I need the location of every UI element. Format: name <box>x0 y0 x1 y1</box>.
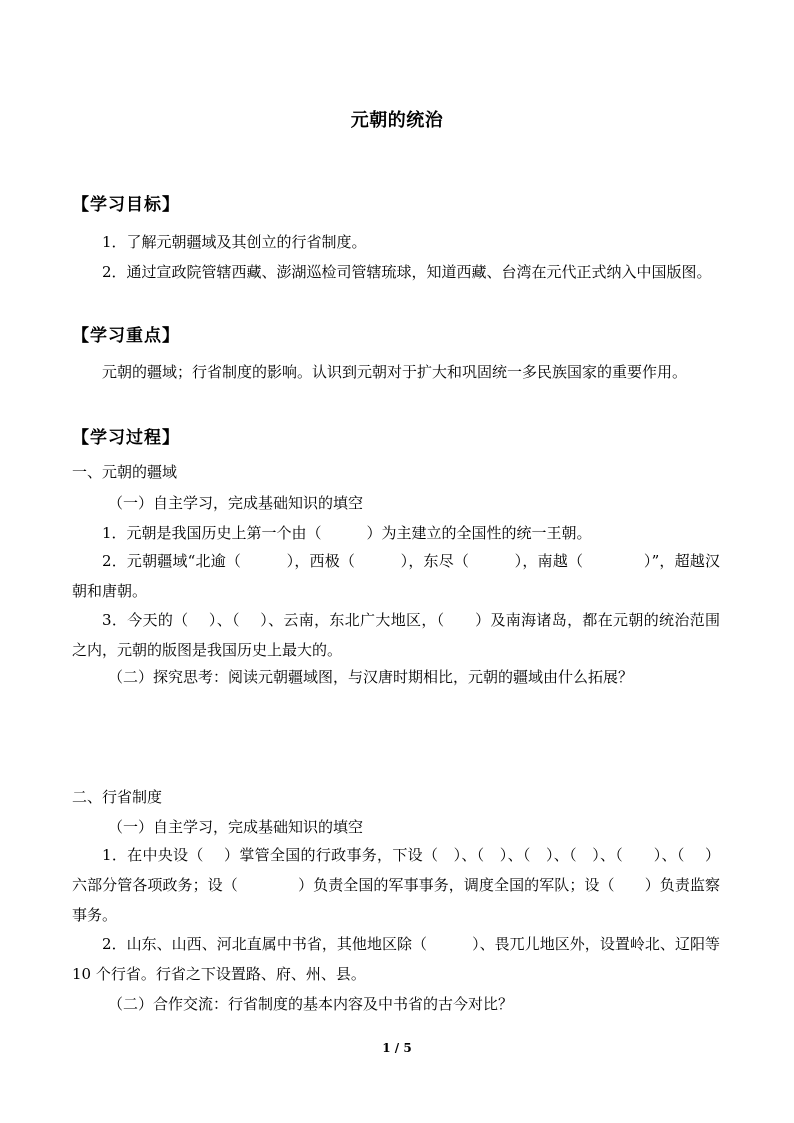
section-heading-process: 【学习过程】 <box>72 428 180 448</box>
objective-item-1: 1．了解元朝疆域及其创立的行省制度。 <box>102 233 367 251</box>
page-number: 1 / 5 <box>382 1041 412 1055</box>
section-heading-objectives: 【学习目标】 <box>72 195 180 215</box>
document-title: 元朝的统治 <box>350 110 444 131</box>
part2-question-2: 2．山东、山西、河北直属中书省，其他地区除（ ）、畏兀儿地区外，设置岭北、辽阳等 10 个行省。行省之下设置路、府、州、县。 <box>72 935 720 983</box>
part1-question-2: 2．元朝疆域“北逾（ ），西极（ ），东尽（ ），南越（ ）”，超越汉朝和唐朝。 <box>72 552 720 600</box>
part1-sub1: （一）自主学习，完成基础知识的填空 <box>108 494 364 512</box>
part1-heading: 一、元朝的疆域 <box>72 463 178 481</box>
part1-question-3: 3．今天的（ ）、（ ）、云南，东北广大地区，（ ）及南海诸岛，都在元朝的统治范围之内，元朝的版图是我国历史上最大的。 <box>72 611 720 659</box>
key-points-text: 元朝的疆域；行省制度的影响。认识到元朝对于扩大和巩固统一多民族国家的重要作用。 <box>102 363 688 381</box>
part2-question-1: 1．在中央设（ ）掌管全国的行政事务，下设（ ）、（ ）、（ ）、（ ）、（ ）、（ ）六部分管各项政务；设（ ）负责全国的军事事务，调度全国的军队；设（ ）负责监察事务。 <box>72 846 720 924</box>
objective-item-2: 2．通过宣政院管辖西藏、澎湖巡检司管辖琉球，知道西藏、台湾在元代正式纳入中国版图。 <box>102 263 712 281</box>
part1-sub2: （二）探究思考：阅读元朝疆域图，与汉唐时期相比，元朝的疆域由什么拓展？ <box>108 668 634 686</box>
part2-sub2: （二）合作交流：行省制度的基本内容及中书省的古今对比？ <box>108 995 514 1013</box>
part1-question-1: 1．元朝是我国历史上第一个由（ ）为主建立的全国性的统一王朝。 <box>102 524 592 542</box>
section-heading-key-points: 【学习重点】 <box>72 326 180 346</box>
part2-sub1: （一）自主学习，完成基础知识的填空 <box>108 818 364 836</box>
part2-heading: 二、行省制度 <box>72 788 163 806</box>
